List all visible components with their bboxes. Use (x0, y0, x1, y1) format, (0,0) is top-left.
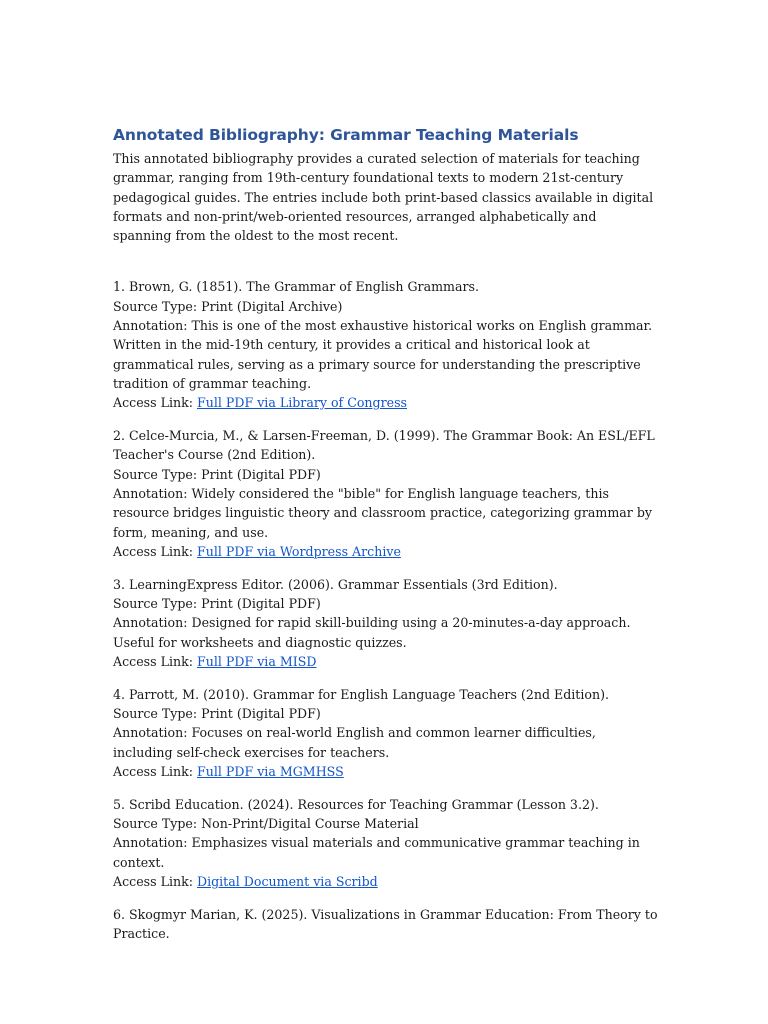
annotation-text: This is one of the most exhaustive historical works on English grammar. Written in the mid-19th century, it provides a critical and historical look at grammatical rules, serving as a primary source for understanding the prescriptive tradition of grammar teaching. (113, 318, 653, 391)
access-link-label: Access Link: (113, 873, 197, 889)
annotation-label: Annotation: (113, 835, 192, 851)
entry-access (113, 393, 658, 412)
access-link-library-of-congress[interactable]: Full PDF via Library of Congress (196, 395, 407, 411)
entry-source-type (113, 297, 658, 316)
entry-annotation (113, 833, 658, 872)
entry-citation: 1. Brown, G. (1851). The Grammar of English Grammars. (113, 279, 479, 295)
entry-annotation (113, 484, 658, 542)
bibliography-entry-6 (113, 905, 658, 944)
annotation-text: Emphasizes visual materials and communicative grammar teaching in context. (113, 835, 640, 870)
annotation-label: Annotation: (113, 725, 192, 741)
access-link-misd[interactable]: Full PDF via MISD (196, 653, 317, 669)
entry-citation: 3. LearningExpress Editor. (2006). Grammar Essentials (3rd Edition). (113, 576, 558, 592)
annotation-label: Annotation: (113, 318, 192, 334)
entry-source-type (113, 465, 658, 484)
entry-source-type (113, 704, 658, 723)
source-type-label: Source Type: (113, 705, 202, 721)
entry-citation: 5. Scribd Education. (2024). Resources for Teaching Grammar (Lesson 3.2). (113, 796, 599, 812)
source-type-value: Print (Digital PDF) (201, 705, 321, 721)
entry-access (113, 652, 658, 671)
entry-annotation (113, 723, 658, 762)
access-link-scribd[interactable]: Digital Document via Scribd (196, 873, 378, 889)
source-type-label: Source Type: (113, 466, 202, 482)
document-title: Annotated Bibliography: Grammar Teaching Materials (113, 126, 579, 144)
bibliography-entry-1 (113, 277, 658, 412)
source-type-value: Print (Digital PDF) (201, 595, 321, 611)
source-type-value: Print (Digital PDF) (201, 466, 321, 482)
annotation-label: Annotation: (113, 615, 192, 631)
entry-source-type (113, 814, 658, 833)
annotation-label: Annotation: (113, 485, 192, 501)
bibliography-entry-2 (113, 426, 658, 561)
access-link-label: Access Link: (113, 543, 197, 559)
bibliography-entries (113, 277, 658, 943)
entry-annotation (113, 316, 658, 393)
entry-access (113, 542, 658, 561)
access-link-label: Access Link: (113, 395, 197, 411)
access-link-label: Access Link: (113, 763, 197, 779)
source-type-label: Source Type: (113, 815, 202, 831)
annotation-text: Focuses on real-world English and common learner difficulties, including self-check exercises for teachers. (113, 725, 596, 760)
access-link-label: Access Link: (113, 653, 197, 669)
bibliography-entry-5 (113, 795, 658, 891)
intro-paragraph: This annotated bibliography provides a curated selection of materials for teaching grammar, ranging from 19th-century foundational texts to modern 21st-century pedagogical guides. The entries include both print-based classics available in digital formats and non-print/web-oriented resources, arranged alphabetically and spanning from the oldest to the most recent. (113, 151, 654, 244)
entry-annotation (113, 613, 658, 652)
source-type-label: Source Type: (113, 298, 202, 314)
entry-access (113, 762, 658, 781)
bibliography-entry-4 (113, 685, 658, 781)
source-type-value: Non-Print/Digital Course Material (201, 815, 419, 831)
source-type-label: Source Type: (113, 595, 202, 611)
source-type-value: Print (Digital Archive) (201, 298, 343, 314)
entry-access (113, 872, 658, 891)
entry-citation: 2. Celce-Murcia, M., & Larsen-Freeman, D. (1999). The Grammar Book: An ESL/EFL Teacher's Course (2nd Edition). (113, 428, 655, 463)
annotation-text: Widely considered the "bible" for English language teachers, this resource bridges linguistic theory and classroom practice, categorizing grammar by form, meaning, and use. (113, 485, 652, 540)
access-link-mgmhss[interactable]: Full PDF via MGMHSS (196, 763, 344, 779)
document-page (113, 124, 658, 957)
annotation-text: Designed for rapid skill-building using a 20-minutes-a-day approach. Useful for worksheets and diagnostic quizzes. (113, 615, 631, 650)
bibliography-entry-3 (113, 575, 658, 671)
entry-source-type (113, 594, 658, 613)
access-link-wordpress-archive[interactable]: Full PDF via Wordpress Archive (196, 543, 401, 559)
entry-citation: 4. Parrott, M. (2010). Grammar for English Language Teachers (2nd Edition). (113, 686, 609, 702)
entry-citation: 6. Skogmyr Marian, K. (2025). Visualizations in Grammar Education: From Theory to Practice. (113, 906, 658, 941)
